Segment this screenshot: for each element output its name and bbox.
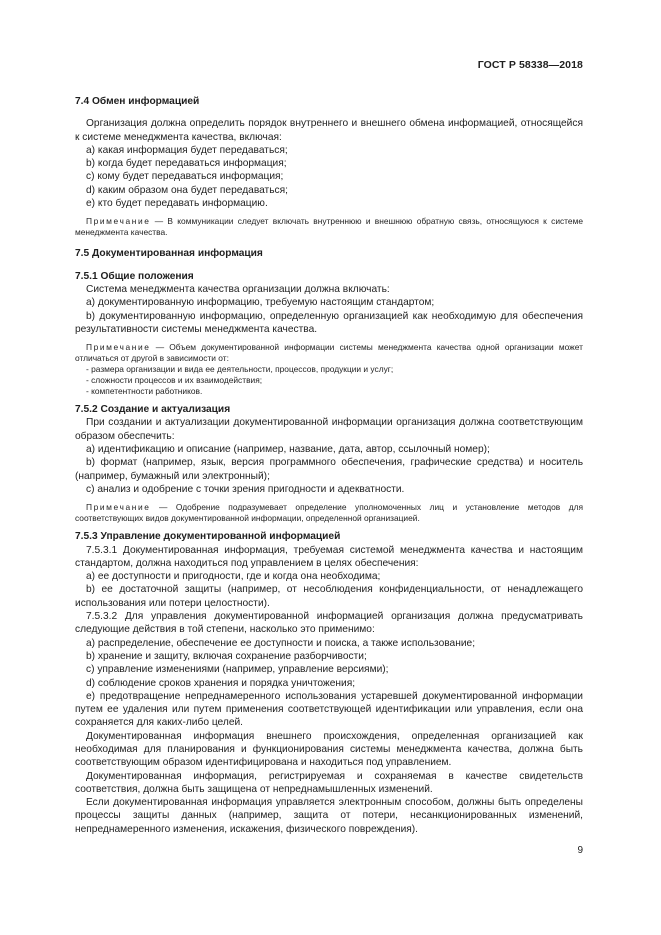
section-7-5-title: 7.5 Документированная информация — [75, 248, 263, 260]
list-item: е) кто будет передавать информацию. — [86, 198, 268, 210]
document-body — [75, 95, 583, 836]
list-item: с) анализ и одобрение с точки зрения пригодности и адекватности. — [86, 483, 405, 495]
note-text: — Объем документированной информации системы менеджмента качества одной организации может отличаться от другой в зависимости от: — [75, 342, 583, 364]
list-item: а) идентификацию и описание (например, название, дата, автор, ссылочный номер); — [86, 444, 490, 456]
note-label: Примечание — [86, 216, 151, 227]
list-item: b) документированную информацию, определенную организацией как необходимую для обеспечения результативности системы менеджмента качества. — [75, 310, 583, 335]
standard-designation: ГОСТ Р 58338—2018 — [477, 59, 583, 71]
list-item: d) соблюдение сроков хранения и порядка уничтожения; — [86, 677, 356, 689]
section-7-5-2-paragraph: При создании и актуализации документированной информации организация должна соответствующим образом обеспечить: — [75, 417, 583, 442]
note-list-item: - размера организации и вида ее деятельности, процессов, продукции и услуг; — [86, 364, 394, 375]
section-7-5-2-note — [75, 502, 583, 524]
note-label: Примечание — [86, 502, 151, 513]
note-label: Примечание — [86, 342, 151, 353]
section-7-5-3-1-paragraph: 7.5.3.1 Документированная информация, требуемая системой менеджмента качества и настоящим стандартом, должна находиться под управлением в целях обеспечения: — [75, 544, 583, 569]
list-item: е) предотвращение непреднамеренного использования устаревшей документированной информации путем ее удаления или путем применения соответствующей идентификации или управления, если она сохраняется для каких-либо целей. — [75, 690, 583, 729]
section-7-5-3-title: 7.5.3 Управление документированной информацией — [75, 531, 341, 543]
body-paragraph: Документированная информация внешнего происхождения, определенная организацией как необходимая для планирования и функционирования системы менеджмента качества, должна быть соответствующим образом идентифицирована и находиться под управлением. — [75, 730, 583, 769]
page-number: 9 — [577, 845, 583, 856]
body-paragraph: Если документированная информация управляется электронным способом, должны быть определены процессы защиты данных (например, защита от потери, несанкционированных изменений, непреднамеренного изменения, искажения, физического повреждения). — [75, 797, 583, 835]
note-list-item: - компетентности работников. — [86, 386, 203, 397]
section-7-5-2-title: 7.5.2 Создание и актуализация — [75, 404, 231, 416]
section-7-4-paragraph: Организация должна определить порядок внутреннего и внешнего обмена информацией, относящейся к системе менеджмента качества, включая: — [75, 118, 583, 143]
section-7-5-1-title: 7.5.1 Общие положения — [75, 270, 194, 282]
section-7-5-1-note — [75, 342, 583, 364]
body-paragraph: Документированная информация, регистрируемая и сохраняемая в качестве свидетельств соответствия, должна быть защищена от непреднамышленных изменений. — [75, 770, 583, 795]
list-item: а) ее доступности и пригодности, где и когда она необходима; — [86, 571, 381, 583]
section-7-5-1-paragraph: Система менеджмента качества организации должна включать: — [86, 283, 390, 295]
note-list-item: - сложности процессов и их взаимодействия; — [86, 375, 263, 386]
list-item: b) ее достаточной защиты (например, от несоблюдения конфиденциальности, от ненадлежащего использования или потери целостности). — [75, 584, 583, 609]
note-text: — Одобрение подразумевает определение уполномоченных лиц и установление методов для соответствующих видов документированной информации, определенной организацией. — [75, 502, 583, 524]
list-item: а) документированную информацию, требуемую настоящим стандартом; — [86, 297, 435, 309]
list-item: а) какая информация будет передаваться; — [86, 144, 288, 156]
list-item: а) распределение, обеспечение ее доступности и поиска, а также использование; — [86, 637, 476, 649]
section-7-5-3-2-paragraph: 7.5.3.2 Для управления документированной информацией организация должна предусматривать следующие действия в той степени, насколько это применимо: — [75, 611, 583, 636]
section-7-4-note — [75, 216, 583, 238]
list-item: с) управление изменениями (например, управление версиями); — [86, 664, 389, 676]
section-7-4-title: 7.4 Обмен информацией — [75, 96, 200, 107]
list-item: с) кому будет передаваться информация; — [86, 171, 284, 183]
list-item: d) каким образом она будет передаваться; — [86, 184, 288, 196]
list-item: b) формат (например, язык, версия программного обеспечения, графические средства) и носитель (например, бумажный или электронный); — [75, 457, 583, 482]
list-item: b) когда будет передаваться информация; — [86, 158, 287, 170]
list-item: b) хранение и защиту, включая сохранение разборчивости; — [86, 650, 367, 662]
note-text: — В коммуникации следует включать внутреннюю и внешнюю обратную связь, относящуюся к системе менеджмента качества. — [75, 216, 583, 238]
